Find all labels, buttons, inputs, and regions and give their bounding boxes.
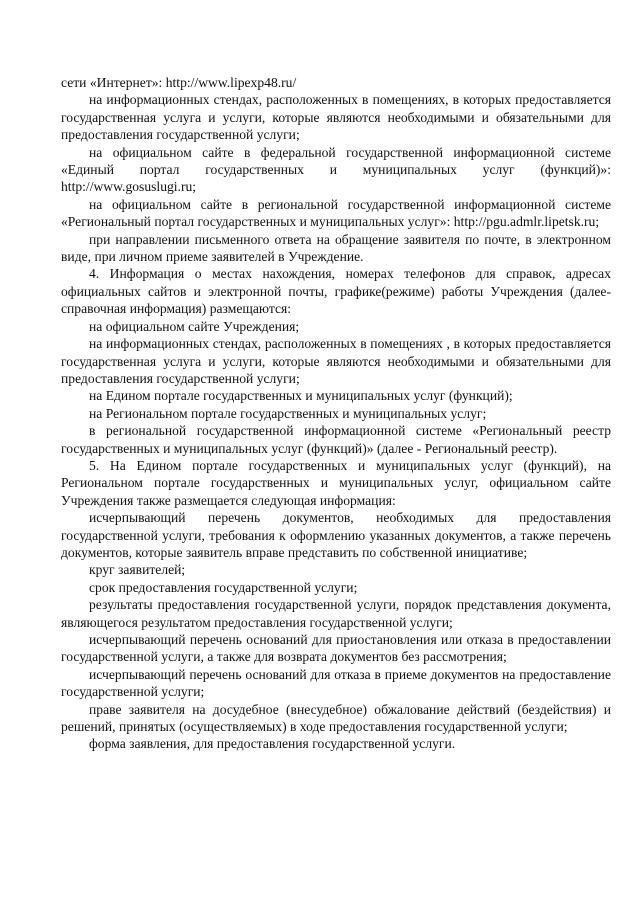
paragraph-appeal-right: праве заявителя на досудебное (внесудебное) обжалование действий (бездействия) и решений, принятых (осуществляемых) в ходе предоставления государственной услуги; [61,701,611,735]
paragraph-suspension-grounds: исчерпывающий перечень оснований для приостановления или отказа в предоставлении государственной услуги, а также для возврата документов без рассмотрения; [61,632,611,665]
paragraph-federal-portal: на официальном сайте в федеральной государственной информационной системе «Единый портал государственных и муниципальных услуг (функций)»: http://www.gosuslugi.ru; [61,144,611,195]
paragraph-unified-portal: на Едином портале государственных и муниципальных услуг (функций); [89,388,513,404]
paragraph-info-stands-2: на информационных стендах, расположенных в помещениях , в которых предоставляется государственная услуга и услуги, которые являются необходимыми и обязательными для предоставления государственной услуги; [61,336,611,386]
paragraph-internet-url: сети «Интернет»: http://www.lipexp48.ru/ [61,75,297,90]
paragraph-written-reply: при направлении письменного ответа на обращение заявителя по почте, в электронном виде, при личном приеме заявителей в Учреждение. [61,231,611,265]
paragraph-item-4: 4. Информация о местах нахождения, номерах телефонов для справок, адресах официальных сайтов и электронной почты, графике(режиме) работы Учреждения (далее- справочная информация) размещаются: [61,266,611,317]
paragraph-refusal-grounds: исчерпывающий перечень оснований для отказа в приеме документов на предоставление государственной услуги; [61,666,611,700]
paragraph-official-site: на официальном сайте Учреждения; [89,318,300,334]
document-page [61,74,611,753]
paragraph-regional-registry: в региональной государственной информационной системе «Региональный реестр государственных и муниципальных услуг (функций)» (далее - Региональный реестр). [61,423,611,456]
paragraph-applicants: круг заявителей; [89,562,186,578]
paragraph-info-stands: на информационных стендах, расположенных в помещениях, в которых предоставляется государственная услуга и услуги, которые являются необходимыми и обязательными для предоставления государственной услуги; [61,92,611,143]
paragraph-item-5: 5. На Едином портале государственных и муниципальных услуг (функций), на Региональном портале государственных и муниципальных услуг, официальном сайте Учреждения также размещается следующая информация: [61,457,611,508]
paragraph-service-term: срок предоставления государственной услуги; [89,579,358,595]
paragraph-service-results: результаты предоставления государственной услуги, порядок представления документа, являющегося результатом предоставления государственной услуги; [61,597,611,630]
paragraph-application-form: форма заявления, для предоставления государственной услуги. [89,736,456,752]
paragraph-regional-portal: на официальном сайте в региональной государственной информационной системе «Региональный портал государственных и муниципальных услуг»: http://pgu.admlr.lipetsk.ru; [61,196,611,230]
paragraph-documents-list: исчерпывающий перечень документов, необходимых для предоставления государственной услуги, требования к оформлению указанных документов, а также перечень документов, которые заявитель вправе представить по собственной инициативе; [61,510,611,560]
paragraph-regional-portal-2: на Региональном портале государственных и муниципальных услуг; [89,405,487,421]
